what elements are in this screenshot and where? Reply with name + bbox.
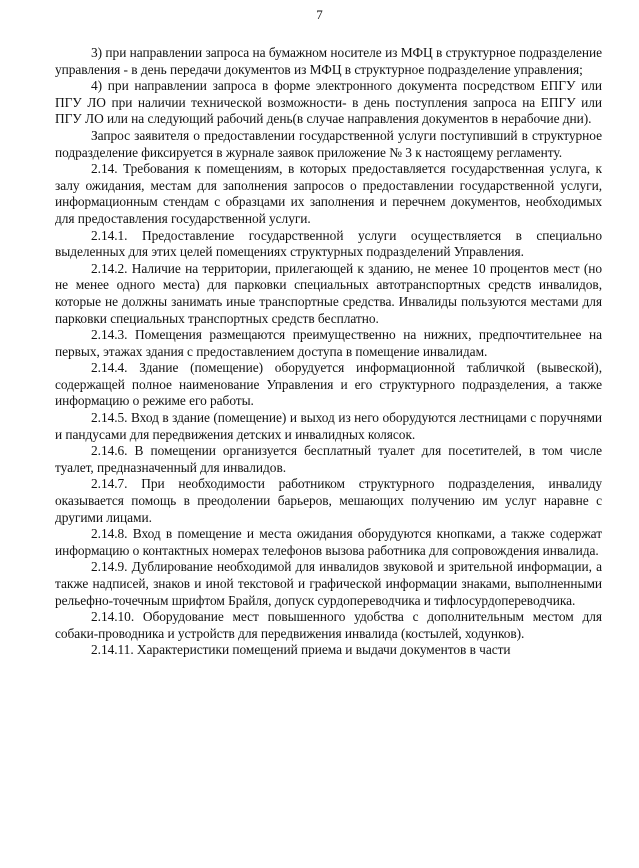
paragraph-2-14-11: 2.14.11. Характеристики помещений приема и выдачи документов в части [91, 642, 511, 658]
paragraph-request-registration: Запрос заявителя о предоставлении государственной услуги поступивший в структурное подразделение фиксируется в журнале заявок приложение № 3 к настоящему регламенту. [55, 127, 602, 160]
paragraph-2-14-6: 2.14.6. В помещении организуется бесплатный туалет для посетителей, в том числе туалет, предназначенный для инвалидов. [55, 443, 602, 475]
paragraph-2-14-10: 2.14.10. Оборудование мест повышенного удобства с дополнительным местом для собаки-проводника и устройств для передвижения инвалида (костылей, ходунков). [55, 609, 602, 641]
paragraph-2-14: 2.14. Требования к помещениям, в которых предоставляется государственная услуга, к залу ожидания, местам для заполнения запросов о предоставлении государственной услуги, информационным стендам с образцами их заполнения и перечнем документов, необходимых для предоставления государственной услуги. [55, 161, 602, 226]
page-number: 7 [316, 7, 323, 22]
paragraph-2-14-5: 2.14.5. Вход в здание (помещение) и выход из него оборудуются лестницами с поручнями и пандусами для передвижения детских и инвалидных колясок. [55, 410, 602, 442]
paragraph-item-4: 4) при направлении запроса в форме электронного документа посредством ЕПГУ или ПГУ ЛО при наличии технической возможности- в день поступления запроса на ЕПГУ или ПГУ ЛО или на следующий рабочий день(в случае направления документов в нерабочие дни). [55, 78, 602, 127]
paragraph-2-14-1: 2.14.1. Предоставление государственной услуги осуществляется в специально выделенных для этих целей помещениях структурных подразделений Управления. [55, 227, 602, 260]
paragraph-item-3: 3) при направлении запроса на бумажном носителе из МФЦ в структурное подразделение управления - в день передачи документов из МФЦ в структурное подразделение управления; [55, 45, 602, 77]
paragraph-2-14-3: 2.14.3. Помещения размещаются преимущественно на нижних, предпочтительнее на первых, этажах здания с предоставлением доступа в помещение инвалидам. [55, 327, 602, 359]
paragraph-2-14-7: 2.14.7. При необходимости работником структурного подразделения, инвалиду оказывается помощь в преодолении барьеров, мешающих получению им услуг наравне с другими лицами. [55, 476, 602, 525]
paragraph-2-14-8: 2.14.8. Вход в помещение и места ожидания оборудуются кнопками, а также содержат информацию о контактных номерах телефонов вызова работника для сопровождения инвалида. [55, 526, 602, 558]
paragraph-2-14-2: 2.14.2. Наличие на территории, прилегающей к зданию, не менее 10 процентов мест (но не менее одного места) для парковки специальных автотранспортных средств инвалидов, которые не должны занимать иные транспортные средства. Инвалиды пользуются местами для парковки специальных транспортных средств бесплатно. [55, 260, 602, 326]
paragraph-2-14-4: 2.14.4. Здание (помещение) оборудуется информационной табличкой (вывеской), содержащей полное наименование Управления и его структурного подразделения, а также информацию о режиме его работы. [55, 360, 602, 409]
paragraph-2-14-9: 2.14.9. Дублирование необходимой для инвалидов звуковой и зрительной информации, а также надписей, знаков и иной текстовой и графической информации знаками, выполненными рельефно-точечным шрифтом Брайля, допуск сурдопереводчика и тифлосурдопереводчика. [55, 559, 602, 608]
document-body [55, 45, 602, 659]
